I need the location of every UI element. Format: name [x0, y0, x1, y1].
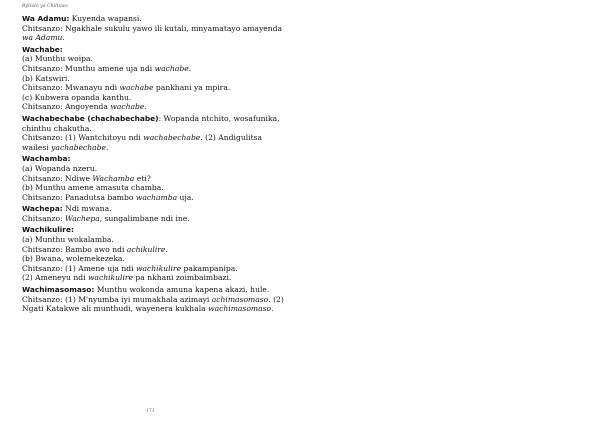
entry-text: . — [188, 63, 192, 73]
entry-line — [22, 245, 286, 255]
entry-text: Chitsanzo: Panadutsa bambo — [22, 192, 136, 202]
dictionary-entry — [22, 45, 286, 112]
dictionary-entry — [22, 154, 286, 202]
entry-line — [22, 273, 286, 283]
entry-text: Chitsanzo: (1) Amene uja ndi — [22, 263, 136, 273]
entry-text: Ndi mwana. — [62, 204, 112, 214]
entry-definition — [22, 45, 286, 55]
entry-text: Chitsanzo: Mwanayu ndi — [22, 83, 120, 93]
entry-text: pankhani ya mpira. — [153, 83, 231, 93]
entry-line — [22, 24, 286, 43]
entry-text: Chitsanzo: Bambo awo ndi — [22, 244, 127, 254]
entry-line — [22, 254, 286, 264]
entry-line — [22, 264, 286, 274]
italic-term: Wachamba — [92, 173, 135, 183]
entry-text: Chitsanzo: Ndiwe — [22, 173, 93, 183]
entry-line — [22, 214, 286, 224]
italic-term: wachikulire — [135, 263, 182, 273]
dictionary-entry — [22, 225, 286, 283]
entry-text: (b) Bwana, wolemekezeka. — [22, 254, 125, 264]
italic-term: wachabe — [119, 83, 154, 93]
dictionary-entry — [22, 14, 286, 43]
italic-term: wachimasomaso — [208, 304, 272, 314]
headword: Wachikulire: — [22, 225, 74, 235]
entry-text: . (2) Ngati Katakwe ali munthudi, wayenera kukhala — [22, 294, 284, 314]
headword: Wachamba: — [22, 154, 71, 164]
entry-line — [22, 102, 286, 112]
headword: Wa Adamu: — [22, 14, 70, 23]
italic-term: Wachepa — [65, 213, 100, 223]
entry-text: (a) Wopanda nzeru. — [22, 163, 98, 173]
entry-line — [22, 164, 286, 174]
entry-text: . — [144, 102, 147, 112]
dictionary-entry — [22, 204, 286, 223]
dictionary-column — [22, 14, 286, 316]
italic-term: achikulire — [126, 244, 166, 254]
entry-line — [22, 93, 286, 103]
entry-line — [22, 133, 286, 152]
entry-text: (a) Munthu wokalamba. — [22, 235, 114, 245]
entry-definition — [22, 285, 286, 295]
entry-text: (2) Ameneyu ndi — [22, 273, 88, 283]
headword: Wachepa: — [22, 204, 63, 214]
entry-text: (a) Munthu woipa. — [22, 54, 93, 64]
entry-text: . — [106, 142, 109, 152]
italic-term: wachamba — [135, 192, 178, 202]
italic-term: achimasomaso — [211, 294, 269, 304]
italic-term: yachabechabe — [51, 142, 106, 152]
entry-definition — [22, 14, 286, 24]
entry-line — [22, 235, 286, 245]
italic-term: wachabe — [110, 102, 145, 112]
entry-text: uja. — [177, 192, 194, 202]
entry-text: . (2) Andigulitsa wailesi — [22, 133, 263, 152]
dictionary-entry — [22, 285, 286, 314]
headword: Wachimasomaso: — [22, 285, 95, 295]
running-head: Býtlolo ya Chiltswo — [22, 4, 68, 9]
entry-text: , sungalimbane ndi ine. — [99, 213, 190, 223]
entry-definition — [22, 204, 286, 214]
entry-definition — [22, 114, 286, 133]
italic-term: wachabechabe — [143, 133, 201, 143]
entry-text: Chitsanzo: Angoyenda — [22, 102, 111, 112]
entry-text: pa nkhani zoimbaimbazi. — [133, 273, 232, 283]
headword: Wachabechabe (chachabechabe) — [22, 113, 159, 123]
entry-definition — [22, 225, 286, 235]
entry-line — [22, 54, 286, 64]
entry-line — [22, 295, 286, 314]
entry-text: : Wopanda ntchito, wosafunika, chinthu chakutha. — [22, 113, 280, 133]
entry-text: Chitsanzo: Munthu amene uja ndi — [22, 63, 155, 73]
entry-line — [22, 193, 286, 203]
entry-line — [22, 74, 286, 84]
entry-line — [22, 183, 286, 193]
entry-line — [22, 174, 286, 184]
entry-text: Chitsanzo: (1) M'nyumba iyi mumakhala azimayi — [22, 294, 212, 304]
entry-text: Chitsanzo: (1) Wantchitoyu ndi — [22, 133, 144, 143]
entry-text: . — [165, 244, 168, 254]
entry-text: . — [271, 304, 274, 314]
page-number: 171 — [146, 409, 155, 414]
entry-line — [22, 64, 286, 74]
italic-term: wachikulire — [87, 273, 134, 283]
entry-text: Kuyenda wapansi. — [69, 14, 142, 23]
italic-term: wa Adamu — [22, 33, 63, 43]
headword: Wachabe: — [22, 44, 63, 54]
entry-text: pakampanipa. — [181, 263, 238, 273]
entry-definition — [22, 154, 286, 164]
italic-term: wachabe — [154, 63, 189, 73]
entry-text: eti? — [134, 173, 151, 183]
entry-text: Chitsanzo: Ngakhale sukulu yawo ili kutali, mnyamatayo amayenda — [22, 23, 283, 33]
entry-text: (b) Munthu amene amasuta chamba. — [22, 183, 164, 193]
entry-text: Chitsanzo: — [22, 213, 66, 223]
right-page — [300, 0, 600, 424]
entry-text: (b) Katswiri. — [22, 73, 70, 83]
entry-text: . — [62, 33, 65, 43]
entry-line — [22, 83, 286, 93]
dictionary-entry — [22, 114, 286, 152]
entry-text: Munthu wokonda amuna kapena akazi, hule. — [94, 285, 270, 295]
entry-text: (c) Kubwera opanda kanthu. — [22, 92, 132, 102]
